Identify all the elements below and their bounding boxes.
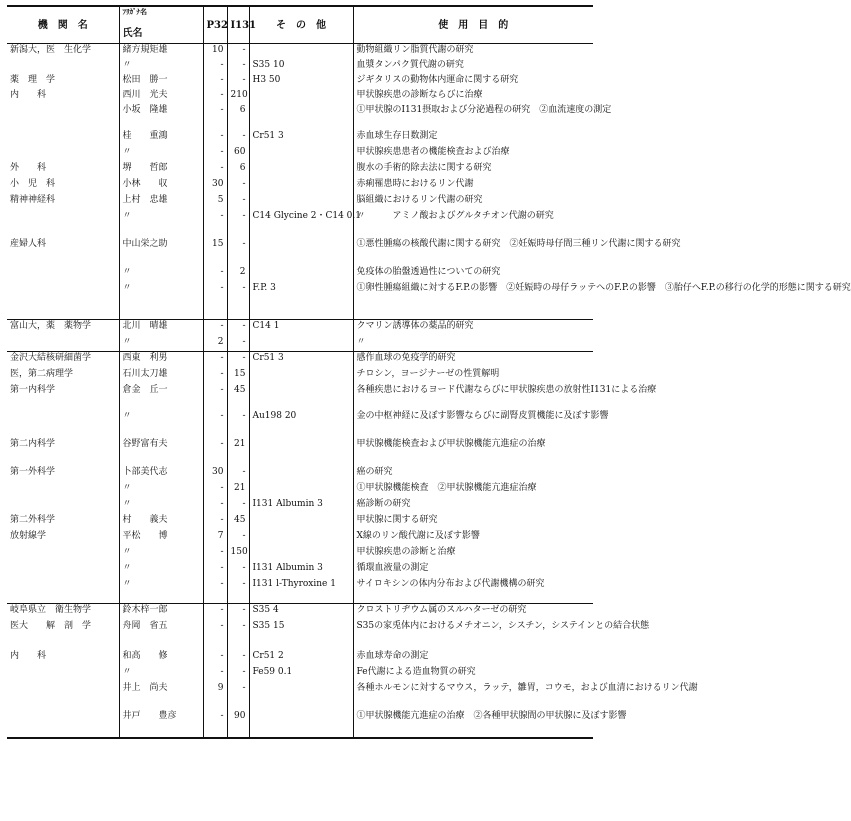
i131-cell: - <box>227 194 249 210</box>
header-name-ruby: ﾌﾘｶﾞﾅ名 <box>122 7 147 16</box>
institution-cell: 外 科 <box>10 162 47 173</box>
table-row <box>7 514 593 530</box>
p32-cell: - <box>203 546 227 562</box>
other-cell: S35 4 <box>249 604 353 620</box>
p32-cell: - <box>203 368 227 384</box>
institution-cell: 小 児 科 <box>10 178 56 189</box>
p32-cell: 30 <box>203 466 227 482</box>
name-cell: 中山栄之助 <box>119 238 203 266</box>
i131-cell: 45 <box>227 514 249 530</box>
table-row <box>7 320 593 336</box>
other-cell <box>249 710 353 738</box>
header-institution: 機 関 名 <box>7 6 119 44</box>
institution-cell: 岐阜県立 衛生物学 <box>7 604 119 620</box>
name-cell: 〃 <box>119 666 203 682</box>
p32-cell: - <box>203 320 227 336</box>
table-row <box>7 44 593 59</box>
name-cell: 井戸 豊彦 <box>119 710 203 738</box>
name-cell: 鈴木梓一郎 <box>119 604 203 620</box>
i131-cell: - <box>227 530 249 546</box>
p32-cell: - <box>203 352 227 368</box>
purpose-cell: クマリン誘導体の薬品的研究 <box>353 320 593 336</box>
name-cell: 〃 <box>119 210 203 238</box>
purpose-cell: 腹水の手術的除去法に関する研究 <box>353 162 593 178</box>
name-cell: 〃 <box>119 498 203 514</box>
i131-cell: - <box>227 282 249 320</box>
p32-cell: - <box>203 384 227 410</box>
institution-cell <box>7 146 119 162</box>
i131-cell: 6 <box>227 162 249 178</box>
name-cell: 井上 尚夫 <box>119 682 203 710</box>
table-row <box>7 238 593 266</box>
other-cell <box>249 146 353 162</box>
other-cell <box>249 482 353 498</box>
i131-cell: - <box>227 410 249 438</box>
institution-cell: 内 科 <box>10 650 47 661</box>
table-row <box>7 546 593 562</box>
header-row <box>7 6 593 44</box>
institution-cell <box>7 710 119 738</box>
other-cell: Fe59 0.1 <box>249 666 353 682</box>
name-cell: 平松 博 <box>119 530 203 546</box>
table-body <box>7 44 851 738</box>
other-cell <box>249 384 353 410</box>
institution-cell <box>7 578 119 604</box>
other-cell <box>249 104 353 130</box>
table-row <box>7 282 593 320</box>
other-cell: C14 1 <box>249 320 353 336</box>
i131-cell: - <box>227 320 249 336</box>
p32-cell: - <box>203 59 227 74</box>
other-cell <box>249 466 353 482</box>
name-cell: 卜部美代志 <box>119 466 203 482</box>
institution-cell <box>7 410 119 438</box>
name-cell: 〃 <box>119 146 203 162</box>
name-cell: 桂 重鴻 <box>119 130 203 146</box>
table-row <box>7 682 593 710</box>
table-row <box>7 620 593 650</box>
purpose-cell: 赤血球寿命の測定 <box>353 650 593 666</box>
p32-cell: - <box>203 210 227 238</box>
i131-cell: 210 <box>227 89 249 104</box>
name-cell: 西東 利男 <box>119 352 203 368</box>
purpose-cell: 〃 <box>353 336 593 352</box>
purpose-cell: ①甲状腺機能亢進症の治療 ②各種甲状腺間の甲状腺に及ぼす影響 <box>353 710 593 738</box>
name-cell: 西川 光夫 <box>119 89 203 104</box>
name-cell: 緒方規矩雄 <box>119 44 203 59</box>
purpose-cell: 甲状腺疾患の診断ならびに治療 <box>353 89 593 104</box>
name-cell: 倉金 丘一 <box>119 384 203 410</box>
institution-cell: 新潟大，医 生化学 <box>7 44 119 59</box>
name-cell: 石川太刀雄 <box>119 368 203 384</box>
institution-cell: 産婦人科 <box>10 238 47 249</box>
institution-cell: 内 科 <box>10 89 47 100</box>
i131-cell: - <box>227 336 249 352</box>
p32-cell: 9 <box>203 682 227 710</box>
i131-cell: - <box>227 130 249 146</box>
purpose-cell: 赤血球生存日数測定 <box>353 130 593 146</box>
p32-cell: - <box>203 130 227 146</box>
p32-cell: - <box>203 74 227 89</box>
other-cell <box>249 178 353 194</box>
p32-cell: - <box>203 666 227 682</box>
p32-cell: - <box>203 104 227 130</box>
other-cell: I131 Albumin 3 <box>249 562 353 578</box>
purpose-cell: 循環血液量の測定 <box>353 562 593 578</box>
institution-cell: 第二外科学 <box>10 514 56 525</box>
other-cell <box>249 438 353 466</box>
other-cell <box>249 162 353 178</box>
i131-cell: 6 <box>227 104 249 130</box>
p32-cell: - <box>203 282 227 320</box>
name-cell: 堺 哲郎 <box>119 162 203 178</box>
p32-cell: 7 <box>203 530 227 546</box>
purpose-cell: 血漿タンパク質代謝の研究 <box>353 59 593 74</box>
table-row <box>7 59 593 74</box>
purpose-cell: 赤痢罹患時におけるリン代謝 <box>353 178 593 194</box>
purpose-cell: ①甲状腺のI131摂取および分泌過程の研究 ②血流速度の測定 <box>353 104 593 130</box>
other-cell <box>249 336 353 352</box>
purpose-cell: 各種ホルモンに対するマウス，ラッテ，雛胃，コウモ，および血清におけるリン代謝 <box>353 682 593 710</box>
header-other: そ の 他 <box>249 6 353 44</box>
other-cell: Cr51 2 <box>249 650 353 666</box>
p32-cell: - <box>203 266 227 282</box>
table-row <box>7 466 593 482</box>
other-cell: I131 Albumin 3 <box>249 498 353 514</box>
i131-cell: - <box>227 562 249 578</box>
table-row <box>7 384 593 410</box>
i131-cell: 21 <box>227 438 249 466</box>
p32-cell: - <box>203 562 227 578</box>
purpose-cell: 甲状腺に関する研究 <box>353 514 593 530</box>
purpose-cell: 免疫体の胎盤透過性についての研究 <box>353 266 593 282</box>
header-p32: P32 <box>203 6 227 44</box>
name-cell: 小林 収 <box>119 178 203 194</box>
purpose-cell: 〃 アミノ酸およびグルタチオン代謝の研究 <box>353 210 593 238</box>
purpose-cell: 甲状腺疾患の診断と治療 <box>353 546 593 562</box>
i131-cell: - <box>227 466 249 482</box>
institution-cell <box>7 336 119 352</box>
table-row <box>7 266 593 282</box>
institution-cell: 富山大，薬 薬物学 <box>7 320 119 336</box>
institution-cell: 第一内科学 <box>10 384 56 395</box>
purpose-cell: サイロキシンの体内分布および代謝機構の研究 <box>353 578 593 604</box>
i131-cell: - <box>227 604 249 620</box>
table-row <box>7 352 593 368</box>
other-cell <box>249 44 353 59</box>
institution-cell <box>7 546 119 562</box>
institution-cell <box>7 130 119 146</box>
p32-cell: - <box>203 89 227 104</box>
name-cell: 谷野富有夫 <box>119 438 203 466</box>
other-cell: C14 Glycine 2・C14 0.1 <box>249 210 353 238</box>
p32-cell: - <box>203 604 227 620</box>
institution-cell: 放射線学 <box>10 530 47 541</box>
institution-cell <box>7 59 119 74</box>
purpose-cell: ①甲状腺機能検査 ②甲状腺機能亢進症治療 <box>353 482 593 498</box>
name-cell: 小坂 隆雄 <box>119 104 203 130</box>
i131-cell: - <box>227 44 249 59</box>
other-cell: S35 10 <box>249 59 353 74</box>
p32-cell: - <box>203 162 227 178</box>
other-cell <box>249 266 353 282</box>
i131-cell: 150 <box>227 546 249 562</box>
purpose-cell: 脳組織におけるリン代謝の研究 <box>353 194 593 210</box>
i131-cell: - <box>227 682 249 710</box>
other-cell: F.P. 3 <box>249 282 353 320</box>
table-row <box>7 130 593 146</box>
header-name <box>119 6 203 44</box>
institution-cell <box>7 562 119 578</box>
i131-cell: 60 <box>227 146 249 162</box>
i131-cell: 2 <box>227 266 249 282</box>
other-cell: S35 15 <box>249 620 353 650</box>
i131-cell: - <box>227 74 249 89</box>
purpose-cell: S35の家兎体内におけるメチオニン，シスチン，システインとの結合状態 <box>353 620 593 650</box>
i131-cell: - <box>227 352 249 368</box>
table-row <box>7 482 593 498</box>
p32-cell: - <box>203 650 227 666</box>
table-row <box>7 562 593 578</box>
other-cell: Cr51 3 <box>249 352 353 368</box>
p32-cell: - <box>203 578 227 604</box>
i131-cell: 90 <box>227 710 249 738</box>
purpose-cell: X線のリン酸代謝に及ぼす影響 <box>353 530 593 546</box>
i131-cell: - <box>227 238 249 266</box>
i131-cell: 15 <box>227 368 249 384</box>
institution-cell <box>7 498 119 514</box>
p32-cell: 30 <box>203 178 227 194</box>
table-row <box>7 410 593 438</box>
header-purpose: 使 用 目 的 <box>353 6 593 44</box>
other-cell: I131 l-Thyroxine 1 <box>249 578 353 604</box>
institution-cell <box>7 482 119 498</box>
purpose-cell: Fe代謝による造血物質の研究 <box>353 666 593 682</box>
header-name-base: 氏名 <box>122 28 143 39</box>
i131-cell: - <box>227 650 249 666</box>
table-row <box>7 666 593 682</box>
i131-cell: 21 <box>227 482 249 498</box>
institution-cell <box>7 210 119 238</box>
table-row <box>7 104 593 130</box>
other-cell <box>249 546 353 562</box>
name-cell: 〃 <box>119 578 203 604</box>
other-cell <box>249 682 353 710</box>
name-cell: 北川 晴雄 <box>119 320 203 336</box>
p32-cell: - <box>203 410 227 438</box>
institution-cell <box>7 666 119 682</box>
other-cell <box>249 238 353 266</box>
name-cell: 〃 <box>119 482 203 498</box>
institution-cell: 第一外科学 <box>10 466 56 477</box>
other-cell: H3 50 <box>249 74 353 89</box>
institution-cell: 精神神経科 <box>10 194 56 205</box>
p32-cell: - <box>203 620 227 650</box>
purpose-cell: チロシン，ヨージナーゼの性質解明 <box>353 368 593 384</box>
name-cell: 〃 <box>119 336 203 352</box>
table-row <box>7 530 593 546</box>
header-i131: I131 <box>227 6 249 44</box>
table-row <box>7 710 593 738</box>
table-row <box>7 438 593 466</box>
i131-cell: - <box>227 498 249 514</box>
p32-cell: - <box>203 514 227 530</box>
table-row <box>7 578 593 604</box>
i131-cell: - <box>227 666 249 682</box>
p32-cell: - <box>203 710 227 738</box>
institution-cell <box>7 104 119 130</box>
p32-cell: - <box>203 146 227 162</box>
table-row <box>7 210 593 238</box>
institution-cell <box>7 282 119 320</box>
table-row <box>7 336 593 352</box>
name-cell: 〃 <box>119 59 203 74</box>
purpose-cell: 各種疾患におけるヨード代謝ならびに甲状腺疾患の放射性I131による治療 <box>353 384 593 410</box>
other-cell <box>249 368 353 384</box>
p32-cell: - <box>203 498 227 514</box>
table-row <box>7 89 593 104</box>
purpose-cell: ①卵性腫瘍組織に対するF.P.の影響 ②妊娠時の母仔ラッテへのF.P.の影響 ③胎仔へF.P.の移行の化学的形態に関する研究 <box>353 282 593 320</box>
other-cell <box>249 514 353 530</box>
purpose-cell: 金の中枢神経に及ぼす影響ならびに副腎皮質機能に及ぼす影響 <box>353 410 593 438</box>
table-row <box>7 368 593 384</box>
institution-cell: 医大 解 剖 学 <box>10 620 92 631</box>
purpose-cell: クロストリヂウム属のスルハターゼの研究 <box>353 604 593 620</box>
name-cell: 〃 <box>119 410 203 438</box>
table-row <box>7 604 593 620</box>
p32-cell: 10 <box>203 44 227 59</box>
institution-cell <box>7 266 119 282</box>
table-row <box>7 498 593 514</box>
other-cell <box>249 89 353 104</box>
i131-cell: - <box>227 620 249 650</box>
name-cell: 〃 <box>119 562 203 578</box>
institution-cell: 第二内科学 <box>10 438 56 449</box>
purpose-cell: 癌診断の研究 <box>353 498 593 514</box>
institution-cell: 薬 理 学 <box>10 74 56 85</box>
other-cell: Cr51 3 <box>249 130 353 146</box>
table-row <box>7 146 593 162</box>
other-cell <box>249 194 353 210</box>
p32-cell: - <box>203 482 227 498</box>
name-cell: 〃 <box>119 266 203 282</box>
purpose-cell: ジギタリスの動物体内運命に関する研究 <box>353 74 593 89</box>
table-row <box>7 162 593 178</box>
name-cell: 舟岡 省五 <box>119 620 203 650</box>
i131-cell: - <box>227 178 249 194</box>
table-row <box>7 650 593 666</box>
p32-cell: 2 <box>203 336 227 352</box>
name-cell: 村 義夫 <box>119 514 203 530</box>
purpose-cell: ①悪性腫瘍の核酸代謝に関する研究 ②妊娠時母仔間三種リン代謝に関する研究 <box>353 238 593 266</box>
table-row <box>7 74 593 89</box>
name-cell: 〃 <box>119 546 203 562</box>
i131-cell: - <box>227 578 249 604</box>
institution-cell <box>7 682 119 710</box>
purpose-cell: 動物組織リン脂質代謝の研究 <box>353 44 593 59</box>
table-row <box>7 178 593 194</box>
purpose-cell: 甲状腺疾患患者の機能検査および治療 <box>353 146 593 162</box>
other-cell <box>249 530 353 546</box>
purpose-cell: 甲状腺機能検査および甲状腺機能亢進症の治療 <box>353 438 593 466</box>
i131-cell: - <box>227 210 249 238</box>
other-cell: Au198 20 <box>249 410 353 438</box>
p32-cell: - <box>203 438 227 466</box>
i131-cell: 45 <box>227 384 249 410</box>
name-cell: 松田 勝一 <box>119 74 203 89</box>
p32-cell: 5 <box>203 194 227 210</box>
isotope-usage-table <box>7 5 851 739</box>
institution-cell: 金沢大結核研細菌学 <box>7 352 119 368</box>
table-row <box>7 194 593 210</box>
name-cell: 〃 <box>119 282 203 320</box>
p32-cell: 15 <box>203 238 227 266</box>
name-cell: 上村 忠雄 <box>119 194 203 210</box>
purpose-cell: 癌の研究 <box>353 466 593 482</box>
name-cell: 和高 修 <box>119 650 203 666</box>
institution-cell: 医，第二病理学 <box>10 368 74 379</box>
purpose-cell: 感作血球の免疫学的研究 <box>353 352 593 368</box>
i131-cell: - <box>227 59 249 74</box>
